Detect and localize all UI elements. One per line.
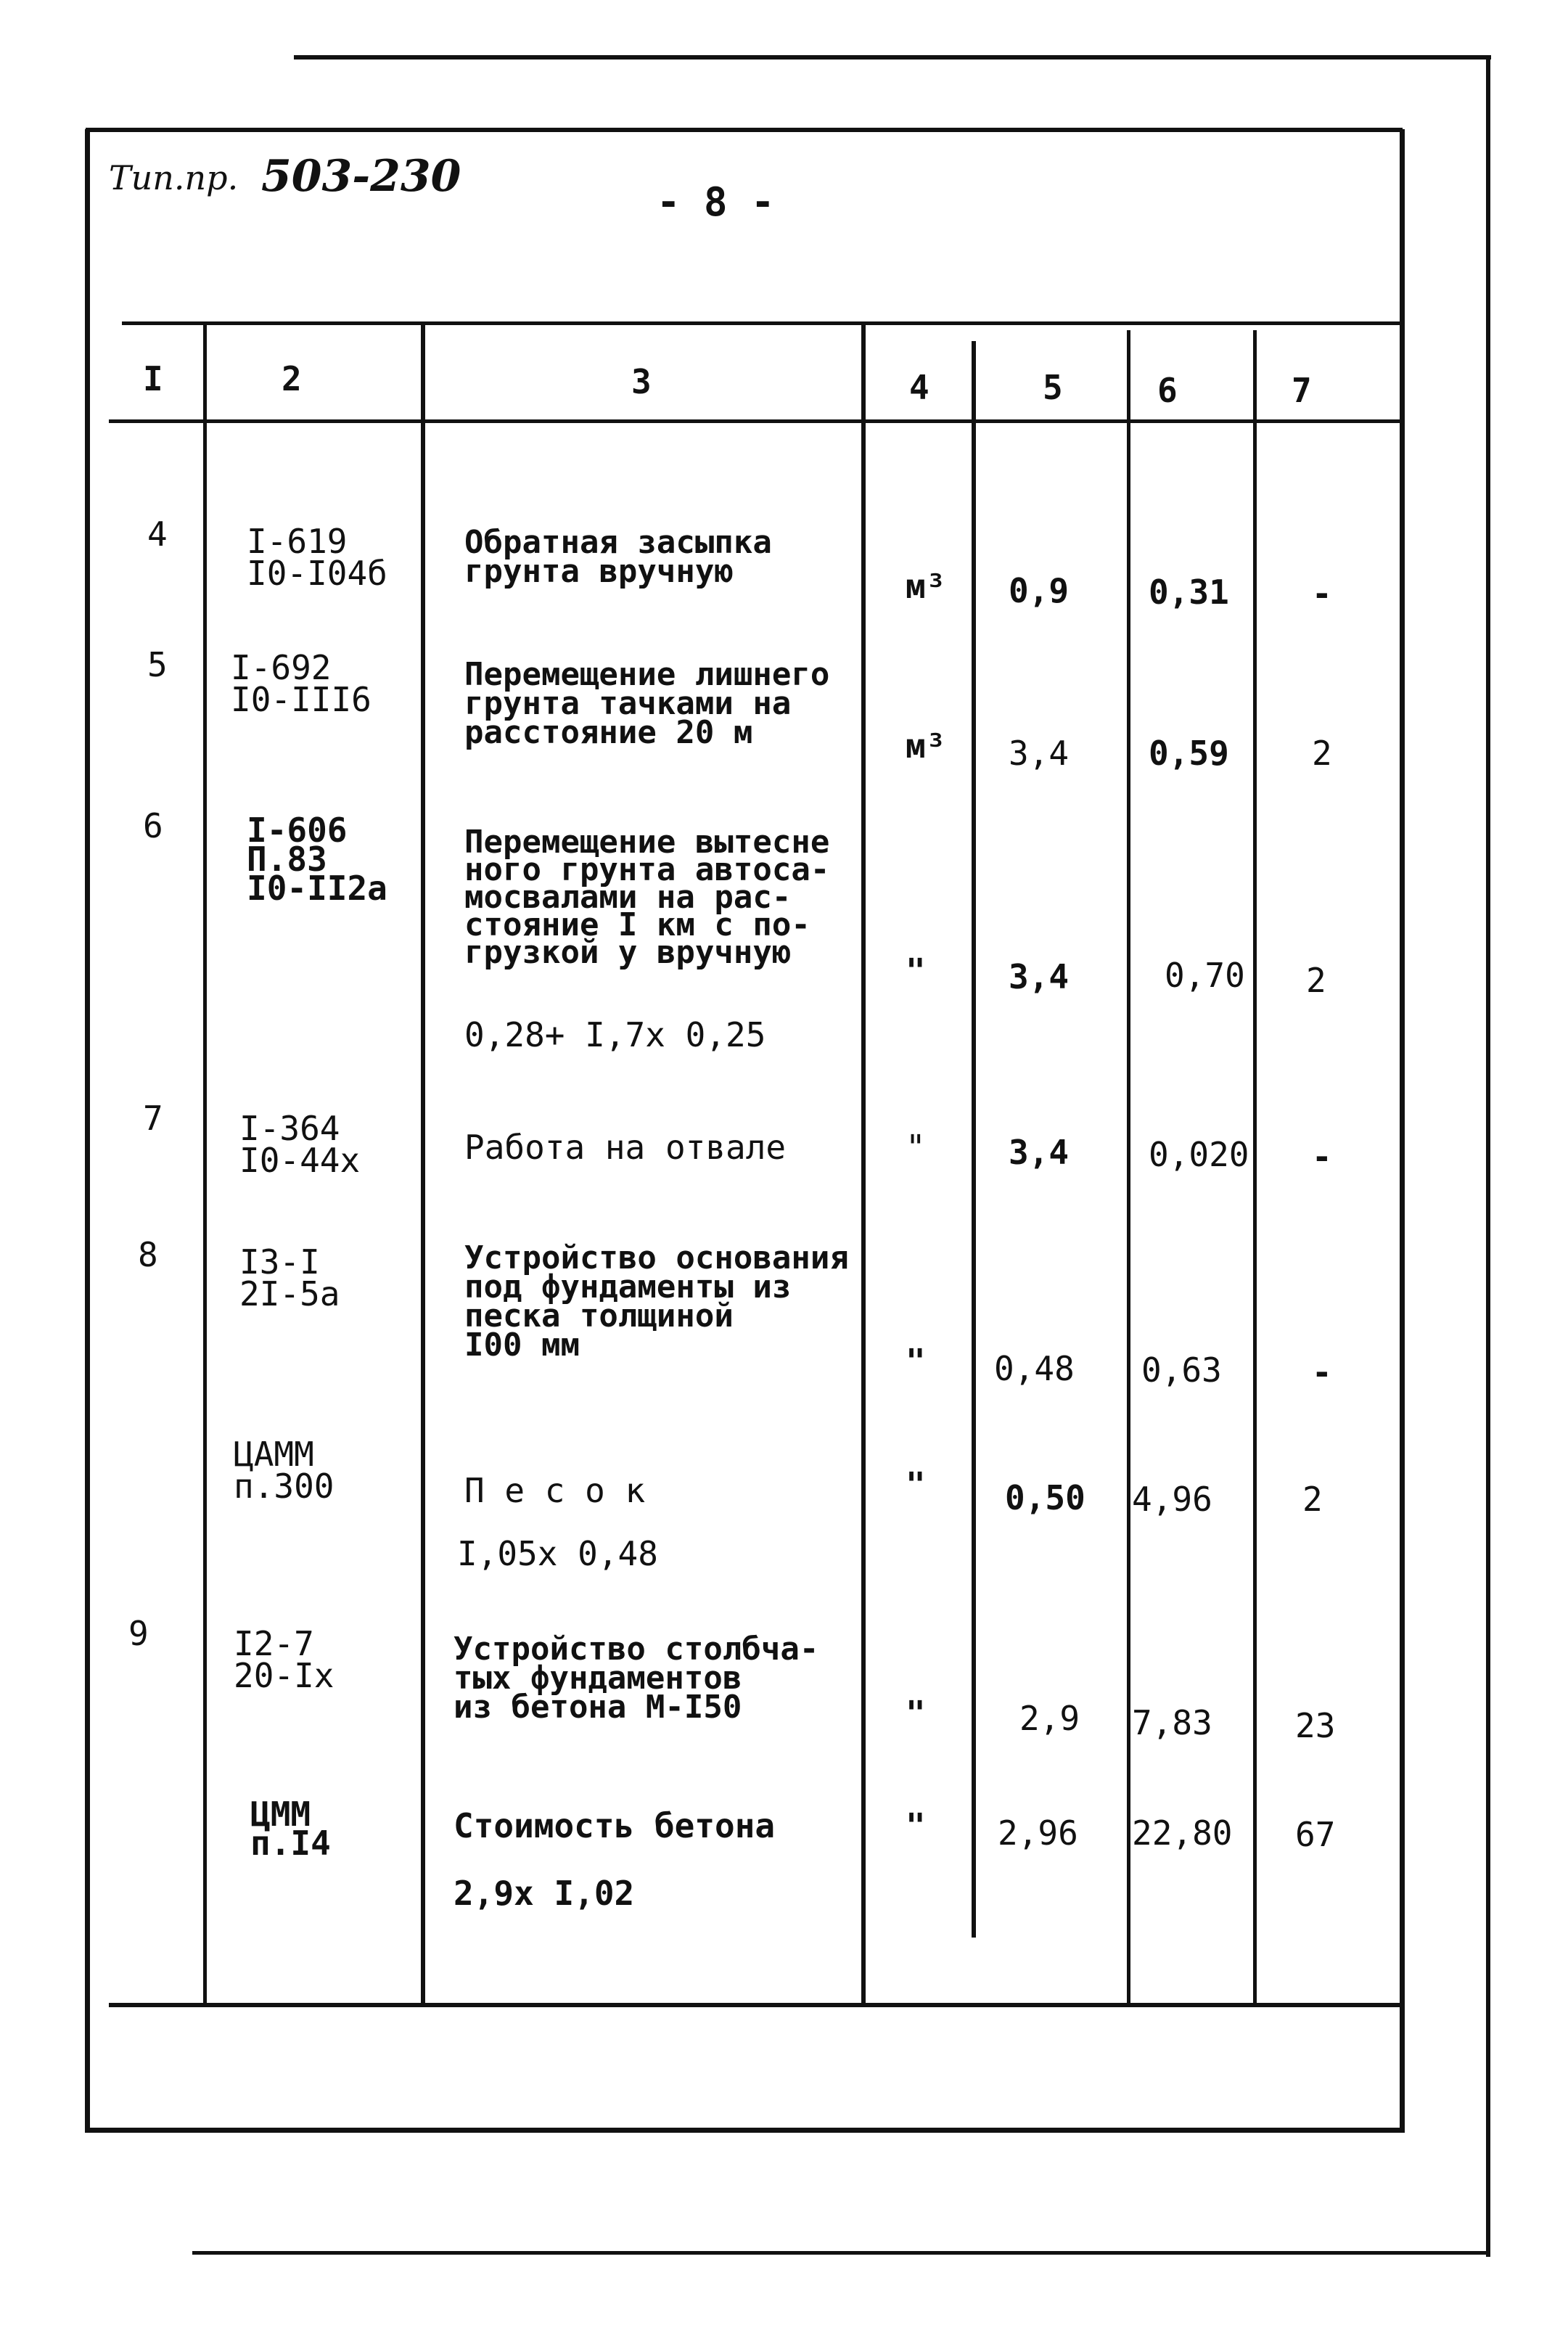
row-formula: 2,9х I,02: [453, 1874, 635, 1913]
row-unit-price: 0,31: [1149, 573, 1229, 612]
row-code: I-692 I0-III6: [231, 648, 372, 719]
column-header-6: 6: [1157, 371, 1178, 410]
row-quantity: 3,4: [1009, 1133, 1070, 1172]
row-total: -: [1312, 1137, 1332, 1176]
frame-right-border: [1400, 129, 1405, 2132]
row-unit-price: 0,70: [1165, 956, 1245, 995]
row-quantity: 0,50: [1005, 1478, 1085, 1517]
row-unit: ": [906, 1342, 926, 1381]
column-header-3: 3: [631, 362, 652, 401]
row-quantity: 3,4: [1009, 957, 1070, 996]
row-unit: м³: [906, 567, 946, 606]
row-unit-price: 7,83: [1132, 1703, 1212, 1742]
table-bottom-line: [109, 2003, 1400, 2007]
row-quantity: 2,96: [998, 1813, 1078, 1853]
row-unit-price: 22,80: [1132, 1813, 1233, 1853]
col-divider-6: [1253, 330, 1257, 2005]
row-total: 2: [1312, 734, 1332, 773]
row-unit-price: 0,63: [1141, 1350, 1222, 1390]
row-code: I-619 I0-I04б: [247, 522, 387, 593]
row-unit-price: 0,59: [1149, 734, 1229, 773]
row-unit: ": [906, 1694, 926, 1733]
column-header-2: 2: [282, 359, 302, 398]
row-unit-price: 4,96: [1132, 1480, 1212, 1519]
column-header-1: I: [143, 359, 163, 398]
row-total: 23: [1295, 1706, 1336, 1745]
row-description: Устройство столбча- тых фундаментов из бетона М-I50: [453, 1631, 819, 1726]
page-number: - 8 -: [657, 179, 775, 225]
row-code: ЦАММ п.300: [234, 1435, 334, 1506]
frame-left-border: [85, 129, 90, 2132]
row-number: 9: [128, 1614, 149, 1653]
col-divider-2: [421, 323, 425, 2005]
project-label: Тип.пр.: [109, 158, 239, 197]
column-header-4: 4: [909, 368, 929, 407]
row-description: Перемещение лишнего грунта тачками на расстояние 20 м: [464, 656, 830, 751]
row-code: I2-7 20-Iх: [234, 1624, 334, 1695]
row-total: -: [1312, 1353, 1332, 1392]
col-divider-4: [972, 341, 976, 1938]
row-description: Работа на отвале: [464, 1128, 787, 1167]
column-header-5: 5: [1043, 368, 1063, 407]
row-code: ЦММ п.I4: [250, 1795, 331, 1863]
table-header-line: [109, 419, 1400, 423]
row-total: 2: [1302, 1480, 1323, 1519]
col-divider-1: [203, 323, 207, 2005]
frame-bottom-border: [85, 2128, 1405, 2133]
row-description: Устройство основания под фундаменты из песка толщиной I00 мм: [464, 1239, 849, 1364]
row-number: 4: [147, 515, 168, 554]
outer-bottom-border: [192, 2251, 1490, 2255]
row-total: 67: [1295, 1815, 1336, 1854]
row-description: Обратная засыпка грунта вручную: [464, 524, 772, 590]
row-code: I3-I 2I-5а: [239, 1242, 340, 1313]
row-code: I-364 I0-44х: [239, 1109, 361, 1180]
row-total: -: [1312, 574, 1332, 613]
row-number: 7: [143, 1099, 163, 1138]
frame-top-border: [86, 128, 1403, 132]
row-quantity: 2,9: [1019, 1699, 1080, 1738]
row-unit: ": [906, 951, 926, 991]
row-unit: м³: [906, 726, 946, 766]
column-header-7: 7: [1292, 371, 1312, 410]
outer-top-border: [294, 55, 1491, 60]
row-unit: ": [906, 1806, 926, 1845]
row-description: П е с о к: [464, 1471, 646, 1510]
row-quantity: 0,48: [994, 1349, 1075, 1388]
table-top-line: [122, 321, 1400, 325]
row-total: 2: [1306, 961, 1326, 1000]
row-description: Перемещение вытесне ного грунта автоса- мосвалами на рас- стояние I км с по- грузкой у вручную: [464, 824, 830, 971]
row-unit-price: 0,020: [1149, 1135, 1249, 1174]
row-number: 8: [138, 1235, 158, 1274]
col-divider-5: [1127, 330, 1130, 2005]
col-divider-3: [861, 323, 866, 2005]
row-formula: I,05х 0,48: [457, 1534, 658, 1573]
outer-right-border: [1486, 58, 1490, 2257]
row-code: I-606 П.83 I0-II2а: [247, 811, 387, 908]
row-description: Стоимость бетона: [453, 1806, 776, 1845]
row-unit: ": [906, 1465, 926, 1504]
row-quantity: 0,9: [1009, 571, 1070, 610]
project-number: 503-230: [261, 151, 461, 202]
row-number: 5: [147, 645, 168, 684]
row-unit: ": [906, 1128, 926, 1167]
row-number: 6: [143, 806, 163, 845]
row-formula: 0,28+ I,7х 0,25: [464, 1015, 766, 1054]
row-quantity: 3,4: [1009, 734, 1070, 773]
